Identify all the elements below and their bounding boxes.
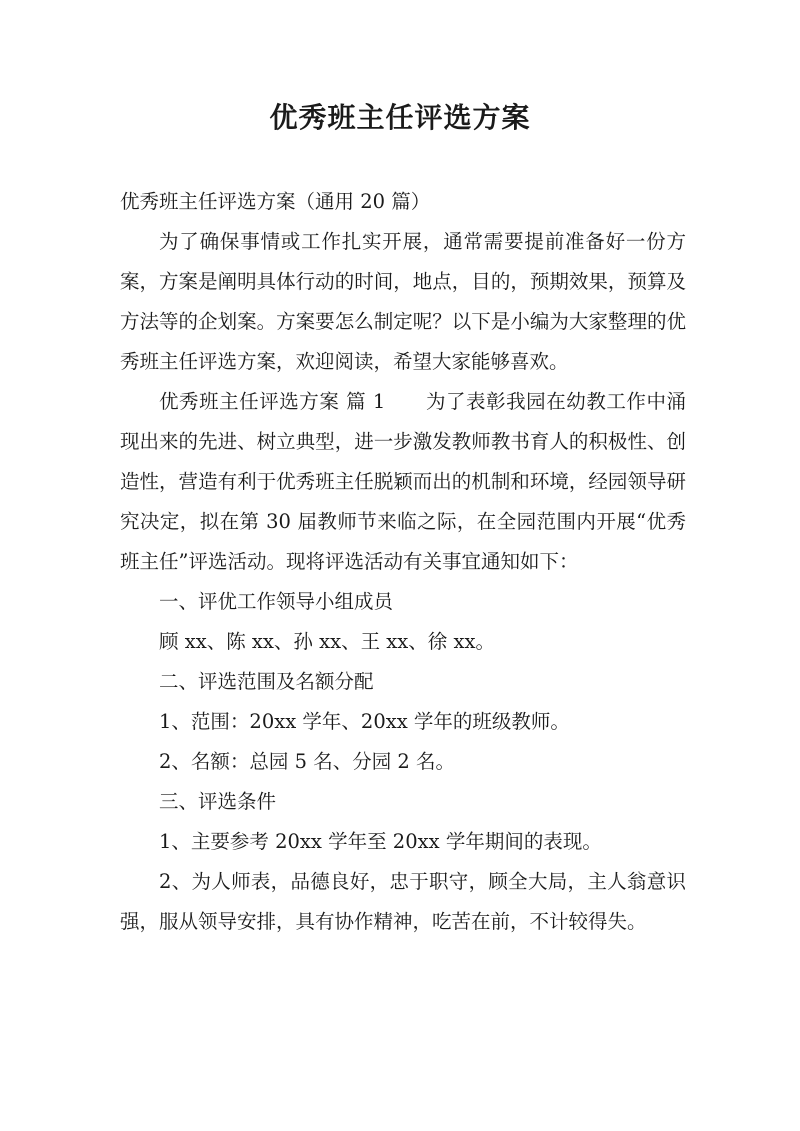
heading-scope: 二、评选范围及名额分配 — [159, 670, 374, 693]
criteria-item-1: 1、主要参考 20xx 学年至 20xx 学年期间的表现。 — [159, 830, 602, 853]
document-body — [120, 182, 686, 942]
heading-committee: 一、评优工作领导小组成员 — [159, 590, 394, 613]
heading-criteria: 三、评选条件 — [159, 790, 277, 813]
committee-members: 顾 xx、陈 xx、孙 xx、王 xx、徐 xx。 — [159, 630, 495, 653]
intro-paragraph: 为了确保事情或工作扎实开展，通常需要提前准备好一份方案，方案是阐明具体行动的时间，地点，目的，预期效果，预算及方法等的企划案。方案要怎么制定呢？以下是小编为大家整理的优秀班主任评选方案，欢迎阅读，希望大家能够喜欢。 — [120, 230, 686, 373]
document-title: 优秀班主任评选方案 — [269, 101, 531, 134]
criteria-item-2: 2、为人师表，品德良好，忠于职守，顾全大局，主人翁意识强，服从领导安排，具有协作精神，吃苦在前，不计较得失。 — [120, 870, 686, 933]
document-subtitle: 优秀班主任评选方案（通用 20 篇） — [120, 190, 431, 213]
scope-item-2: 2、名额：总园 5 名、分园 2 名。 — [159, 750, 456, 773]
scope-item-1: 1、范围：20xx 学年、20xx 学年的班级教师。 — [159, 710, 570, 733]
section-1-paragraph: 优秀班主任评选方案 篇 1 为了表彰我园在幼教工作中涌现出来的先进、树立典型，进一步激发教师教书育人的积极性、创造性，营造有利于优秀班主任脱颖而出的机制和环境，经园领导研究决定，拟在第 30 届教师节来临之际，在全园范围内开展“优秀班主任”评选活动。现将评选活动有关事宜通知如下： — [120, 390, 686, 573]
